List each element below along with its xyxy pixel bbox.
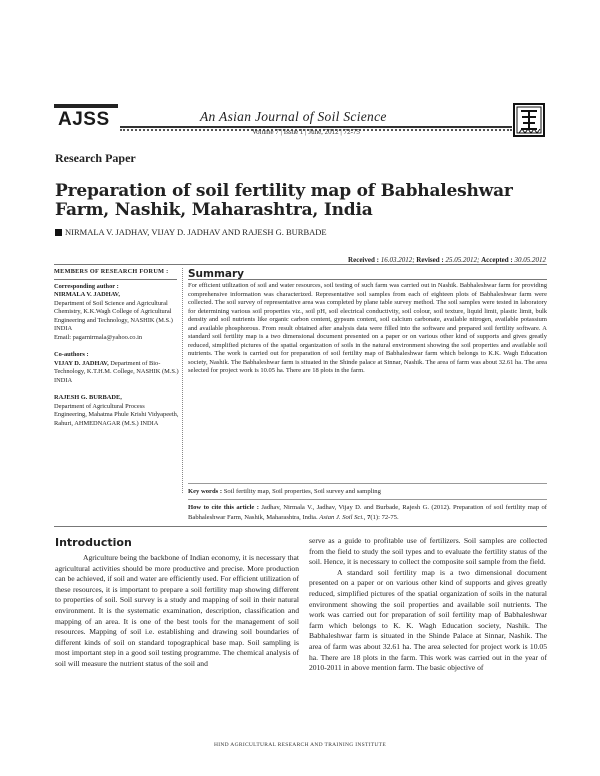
keywords-text: Soil fertility map, Soil properties, Soil survey and sampling bbox=[223, 488, 381, 495]
corresponding-affiliation: Department of Soil Science and Agricultural Chemistry, K.K.Wagh College of Agricultural Engineering and Technology, NASHIK (M.S.) INDIA bbox=[54, 299, 173, 332]
intro-paragraph-1: Agriculture being the backbone of Indian economy, it is necessary that agricultural activities should be more productive and precise. More production can be achieved, if soil and water are efficiently used. For efficient utilization of these resources, it is important to prepare a soil fertility map showing different to properties of soil. Soil survey is a study and mapping of soil in their natural environment. It is the systematic examination, description, classification and mapping of an area. It is one of the best tools for the management of soil resources. Mapping of soil i.e. establishing and drawing soil boundaries of different kinds of soil on standard topographical base map. Soil sampling is most important step in a good soil testing programme. The chemical analysis of soil will measure the nutrient status of the soil and bbox=[55, 553, 299, 668]
coauthor2-affiliation: Department of Agricultural Process Engineering, Mahatma Phule Krishi Vidyapeeth, Rahuri, AHMEDNAGAR (M.S.) INDIA bbox=[54, 402, 179, 427]
volume-line: Volume 7 | Issue 1 | June, 2012 | 72-75 bbox=[252, 128, 360, 136]
members-rule bbox=[54, 279, 177, 280]
body-column-right bbox=[309, 536, 547, 674]
coauthor1-name: VIJAY D. JADHAV, bbox=[54, 359, 109, 367]
body-column-left bbox=[55, 553, 299, 670]
corresponding-name: NIRMALA V. JADHAV, bbox=[54, 291, 120, 298]
article-type: Research Paper bbox=[55, 151, 136, 165]
author-list bbox=[55, 227, 327, 237]
received-label: Received : bbox=[348, 256, 379, 264]
introduction-heading: Introduction bbox=[55, 536, 132, 549]
coauthor1-affiliation: Department of Bio-Technology, K.T.H.M. College, NASHIK (M.S.) INDIA bbox=[54, 359, 179, 384]
cite-rule bbox=[188, 499, 547, 500]
journal-logo bbox=[54, 104, 118, 136]
revised-label: Revised : bbox=[416, 256, 444, 264]
received-date: 16.03.2012; bbox=[380, 256, 415, 264]
keywords bbox=[188, 487, 547, 496]
keywords-rule bbox=[188, 483, 547, 484]
citation bbox=[188, 503, 547, 522]
column-divider bbox=[182, 268, 183, 493]
cite-text: Jadhav, Nirmala V., Jadhav, Vijay D. and Burbade, Rajesh G. (2012). Preparation of soil fertility map of Babhaleshwar Farm, Nashik, Maharashtra, India. bbox=[188, 504, 548, 521]
members-panel bbox=[54, 268, 179, 428]
logo-text: AJSS bbox=[58, 109, 110, 130]
institute-emblem-icon bbox=[513, 103, 545, 137]
accepted-label: Accepted : bbox=[481, 256, 513, 264]
cite-pages: (1): 72-75. bbox=[370, 513, 399, 521]
cite-volume: 7 bbox=[367, 513, 371, 521]
divider bbox=[54, 264, 547, 265]
coauthors-label: Co-authors : bbox=[54, 351, 89, 358]
summary-text: For efficient utilization of soil and water resources, soil testing of such farm was carried out in Nashik. Babhaleshwar farm for providing comprehensive information was characterized. Representative soil samples from each of eighteen plots of Babhaleshwar farm were collected. The soil survey of representative area was completed by plane table survey method. The soil samples were tested in laboratory for determining various soil properties viz., soil pH, soil electrical conductivity, soil colour, soil texture, liquid limit, plastic limit, bulk density and soil nutrients like organic carbon content, gypsum content, soil calcium carbonate, available nitrogen, available potassium and available phosphorous. From result obtained after analysis data were filled into the software and prepared soil fertility software. A standard soil fertility map is a two dimensional document presented on a paper or on various other kind of supports and gives greatly reduced, simplified pictures of the spatial organization of soils in the natural environment showing the soil properties and available soil nutrients. The work is carried out for preparation of soil fertility map of Babhaleshwar farm which belongs to K.K. Wagh Education society, Nashik. The Babhaleshwar farm is situated in the Shinde palace at Sinnar, Nashik. The area of farm was about 32.61 ha. The area selected for project work is 10.05 ha. There are 18 plots in the farm. bbox=[188, 282, 547, 375]
keywords-label: Key words : bbox=[188, 488, 223, 495]
summary-rule bbox=[188, 279, 547, 280]
accepted-date: 30.05.2012 bbox=[514, 256, 546, 264]
article-title: Preparation of soil fertility map of Babhaleshwar Farm, Nashik, Maharashtra, India bbox=[55, 181, 513, 220]
cite-label: How to cite this article : bbox=[188, 504, 259, 511]
article-dates bbox=[300, 256, 546, 264]
summary-heading: Summary bbox=[188, 268, 245, 280]
intro-paragraph-3: A standard soil fertility map is a two dimensional document presented on a paper or on various other kind of supports and gives greatly reduced, simplified pictures of the spatial organization of soils in the natural environment showing the soil properties and available soil nutrients. The work was carried out for preparation of soil fertility map of Babhaleshwar farm which belongs to K. K. Wagh Education society, Nashik. The Babhaleshwar farm is situated in the Shinde Palace at Sinnar, Nashik. The area of farm was about 32.61 ha. The area selected for project work is 10.05 ha. There are 18 plots in the farm. This work was carried out in the year of 2010-2011 in above mention farm. The basic objective of bbox=[309, 567, 547, 673]
cite-journal: Asian J. Soil Sci., bbox=[319, 513, 366, 521]
members-heading: MEMBERS OF RESEARCH FORUM : bbox=[54, 268, 169, 275]
corresponding-email: Email: pagarnirmala@yahoo.co.in bbox=[54, 333, 143, 341]
footer: HIND AGRICULTURAL RESEARCH AND TRAINING INSTITUTE bbox=[213, 742, 386, 748]
author-bullet-icon bbox=[55, 229, 62, 236]
coauthor2-name: RAJESH G. BURBADE, bbox=[54, 394, 122, 401]
revised-date: 25.05.2012; bbox=[445, 256, 480, 264]
authors-text: NIRMALA V. JADHAV, VIJAY D. JADHAV AND RAJESH G. BURBADE bbox=[65, 227, 327, 237]
summary-bottom-rule bbox=[54, 526, 547, 527]
corresponding-label: Corresponding author : bbox=[54, 282, 119, 290]
logo-bar bbox=[54, 104, 118, 108]
intro-paragraph-2: serve as a guide to profitable use of fertilizers. Soil samples are collected from the field to study the soil types and to evaluate the fertility status of the soil. Hence, it is necessary to collect the composite soil sample from the field. bbox=[309, 536, 547, 567]
journal-title: An Asian Journal of Soil Science bbox=[200, 109, 387, 124]
